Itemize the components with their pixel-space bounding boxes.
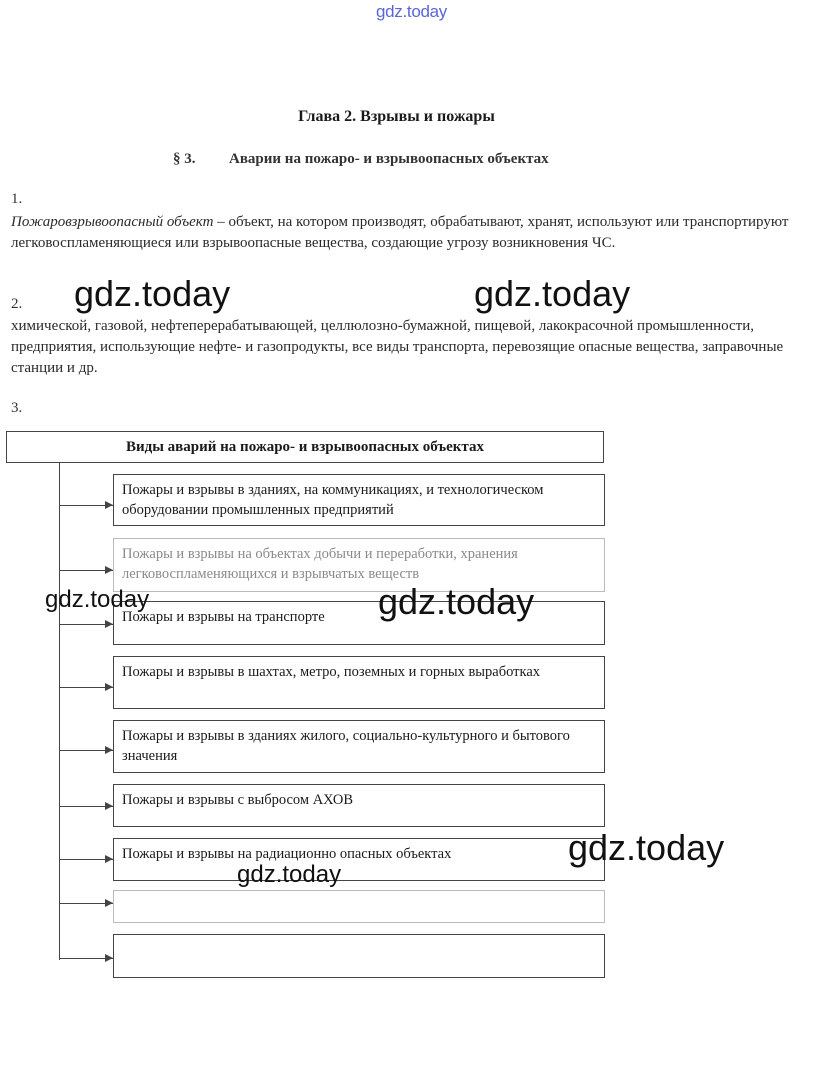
diagram-item-6: Пожары и взрывы с выбросом АХОВ <box>113 784 605 827</box>
diagram-arrow <box>60 903 113 904</box>
answer-1-text <box>11 212 791 254</box>
watermark: gdz.today <box>378 581 535 622</box>
watermark: gdz.today <box>568 827 725 868</box>
section-heading: Аварии на пожаро- и взрывоопасных объектах <box>229 151 549 167</box>
diagram-arrow <box>60 806 113 807</box>
diagram-item-5: Пожары и взрывы в зданиях жилого, социально-культурного и бытового значения <box>113 720 605 773</box>
definition: – объект, на котором производят, обрабатывают, хранят, используют или транспортируют легковоспламеняющиеся или взрывоопасные вещества, создающие угрозу возникновения ЧС. <box>11 214 789 251</box>
diagram-item-8 <box>113 890 605 923</box>
diagram-arrow <box>60 624 113 625</box>
diagram-item-9 <box>113 934 605 978</box>
diagram-title: Виды аварий на пожаро- и взрывоопасных объектах <box>6 431 604 463</box>
diagram-arrow <box>60 687 113 688</box>
diagram-arrow <box>60 859 113 860</box>
diagram-arrow <box>60 505 113 506</box>
diagram-item-1: Пожары и взрывы в зданиях, на коммуникациях, и технологическом оборудовании промышленных предприятий <box>113 474 605 526</box>
answer-3-number: 3. <box>11 400 23 416</box>
term: Пожаровзрывоопасный объект <box>11 214 214 230</box>
watermark: gdz.today <box>74 273 231 314</box>
diagram-item-3: Пожары и взрывы на транспорте <box>113 601 605 645</box>
diagram-item-2: Пожары и взрывы на объектах добычи и переработки, хранения легковоспламеняющихся и взрывчатых веществ <box>113 538 605 592</box>
watermark: gdz.today <box>45 586 150 613</box>
watermark: gdz.today <box>474 273 631 314</box>
chapter-title: Глава 2. Взрывы и пожары <box>298 108 495 125</box>
diagram-item-7: Пожары и взрывы на радиационно опасных объектах <box>113 838 605 881</box>
answer-2-number: 2. <box>11 296 23 312</box>
diagram-arrow <box>60 750 113 751</box>
diagram-trunk-line <box>59 463 60 960</box>
watermark: gdz.today <box>237 861 342 888</box>
diagram-arrow <box>60 958 113 959</box>
site-header-link[interactable]: gdz.today <box>375 2 448 21</box>
section-title <box>173 151 549 168</box>
answer-2-text: химической, газовой, нефтеперерабатывающей, целлюлозно-бумажной, пищевой, лакокрасочной промышленности, предприятия, использующие нефте- и газопродукты, все виды транспорта, перевозящие опасные вещества, заправочные станции и др. <box>11 318 784 376</box>
diagram-arrow <box>60 570 113 571</box>
section-number: § 3. <box>173 151 196 167</box>
answer-1-number: 1. <box>11 191 23 207</box>
diagram-item-4: Пожары и взрывы в шахтах, метро, поземных и горных выработках <box>113 656 605 709</box>
